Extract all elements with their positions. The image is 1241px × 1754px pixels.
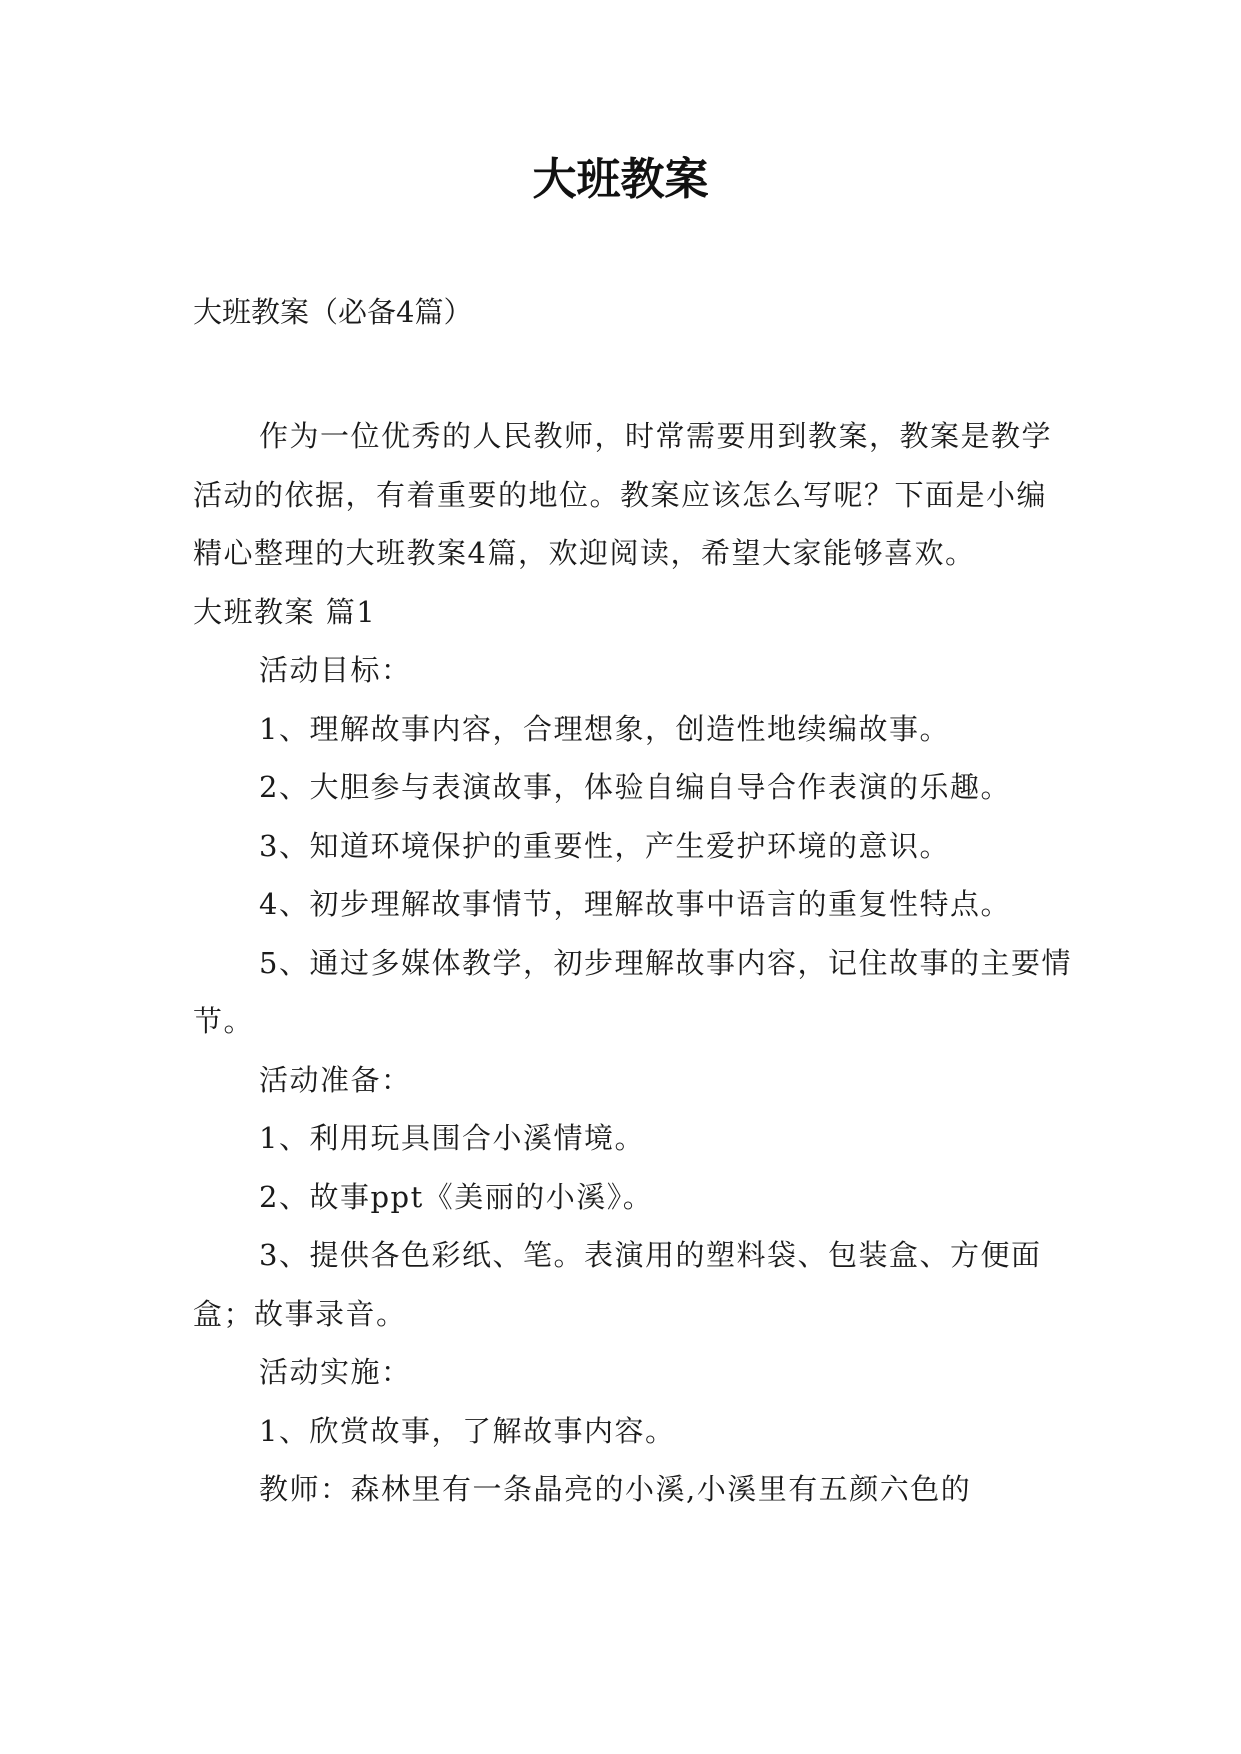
- preparation-item: 3、提供各色彩纸、笔。表演用的塑料袋、包装盒、方便面盒；故事录音。: [193, 1238, 1042, 1331]
- implementation-item: 1、欣赏故事，了解故事内容。: [259, 1413, 676, 1448]
- goal-item: 2、大胆参与表演故事，体验自编自导合作表演的乐趣。: [259, 770, 1011, 804]
- goal-item: 5、通过多媒体教学，初步理解故事内容，记住故事的主要情节。: [193, 945, 1072, 1038]
- goal-item: 3、知道环境保护的重要性，产生爱护环境的意识。: [259, 828, 950, 863]
- goal-item: 4、初步理解故事情节，理解故事中语言的重复性特点。: [259, 887, 1011, 921]
- preparation-item: 2、故事ppt《美丽的小溪》。: [259, 1179, 654, 1214]
- implementation-heading: 活动实施：: [259, 1355, 412, 1389]
- document-title: 大班教案: [532, 154, 709, 205]
- implementation-item: 教师：森林里有一条晶亮的小溪,小溪里有五颜六色的: [259, 1472, 972, 1506]
- preparation-item: 1、利用玩具围合小溪情境。: [259, 1121, 645, 1155]
- preparation-heading: 活动准备：: [259, 1062, 412, 1097]
- document-subtitle: 大班教案（必备4篇）: [193, 295, 473, 329]
- goal-item: 1、理解故事内容，合理想象，创造性地续编故事。: [259, 711, 950, 746]
- section-heading: 大班教案 篇1: [193, 594, 377, 629]
- intro-paragraph: 作为一位优秀的人民教师，时常需要用到教案，教案是教学活动的依据，有着重要的地位。教案应该怎么写呢？下面是小编精心整理的大班教案4篇，欢迎阅读，希望大家能够喜欢。: [193, 419, 1053, 570]
- goals-heading: 活动目标：: [259, 653, 412, 687]
- document-body: [193, 407, 1073, 1519]
